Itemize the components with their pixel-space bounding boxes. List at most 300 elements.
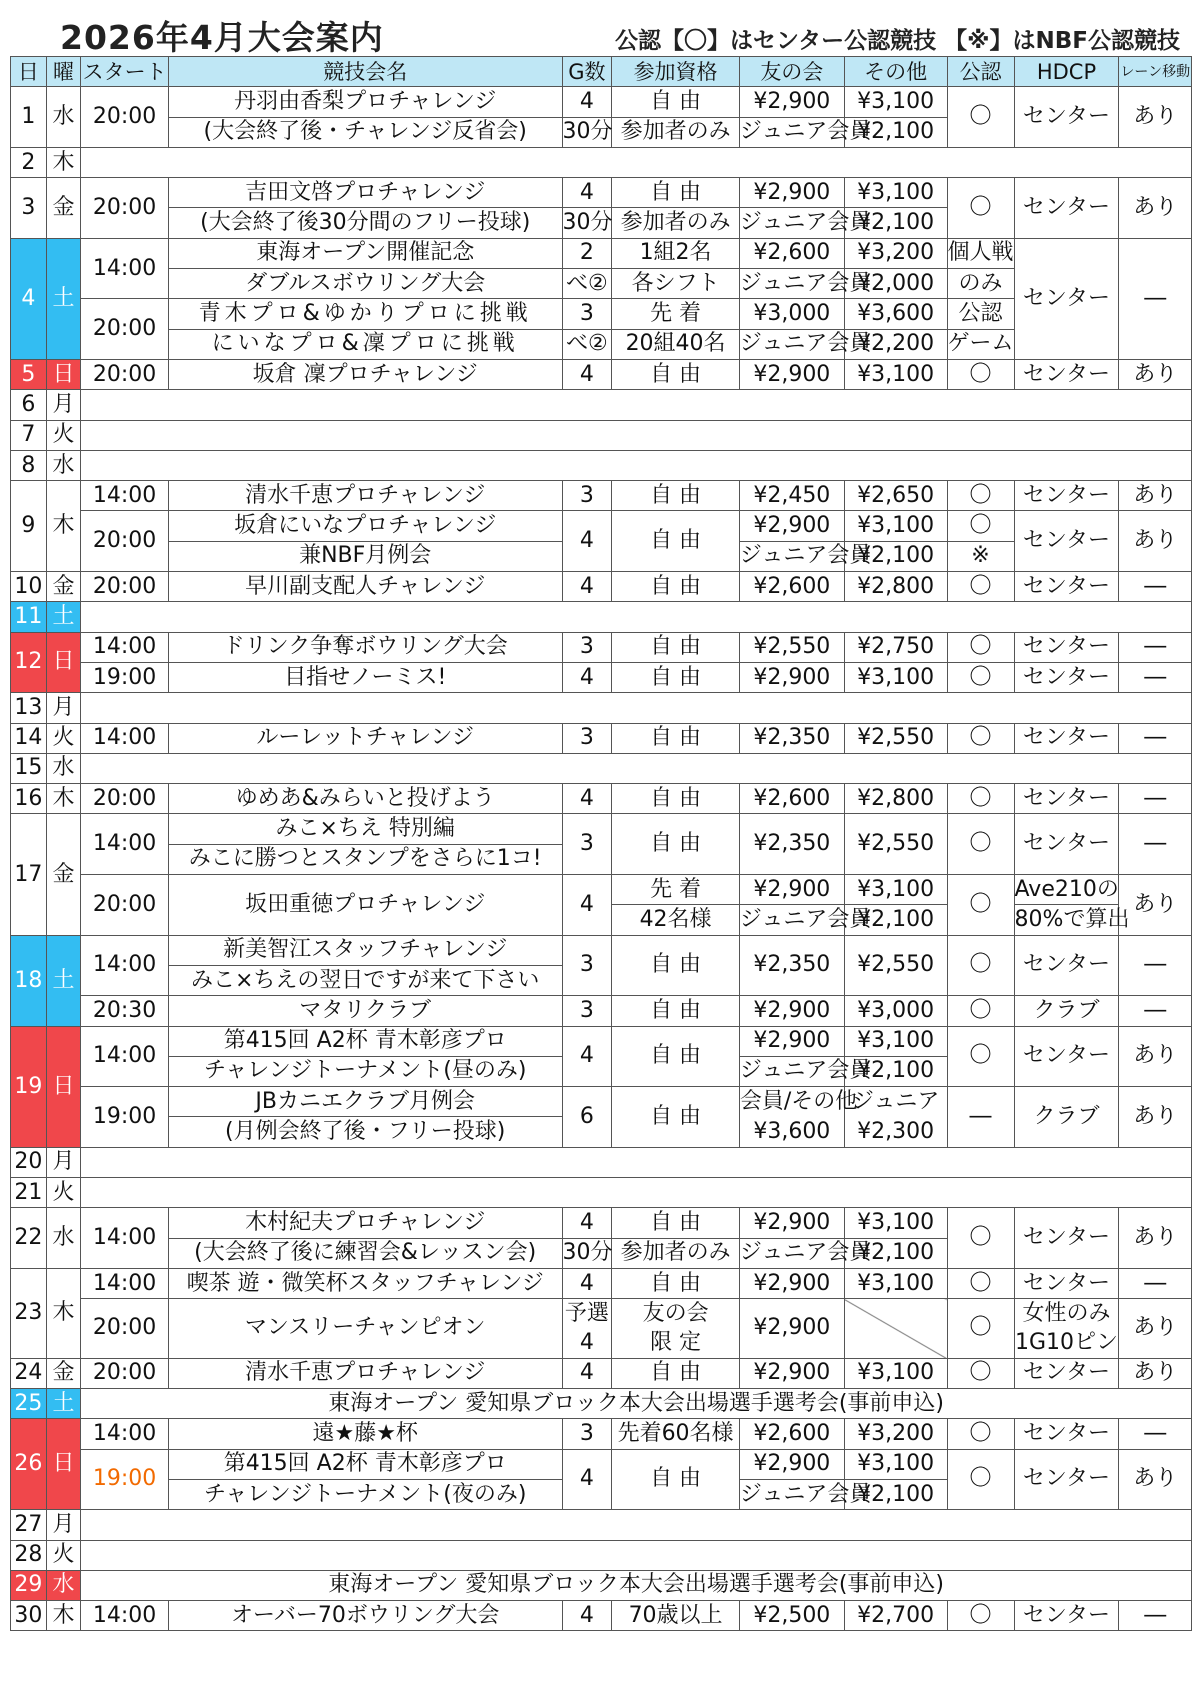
friend-price: ¥2,600 xyxy=(739,1419,844,1449)
junior-price: ¥2,100 xyxy=(844,905,947,935)
hdcp-cell: センター xyxy=(1014,87,1119,148)
official-cell: 〇 xyxy=(947,1299,1014,1359)
games-cell: 4 xyxy=(562,87,612,117)
table-row xyxy=(11,723,1192,753)
event-name: 木村紀夫プロチャレンジ xyxy=(168,1208,562,1238)
day-cell: 30 xyxy=(11,1601,47,1631)
dow-cell: 木 xyxy=(46,481,81,572)
event-name: 清水千恵プロチャレンジ xyxy=(168,1358,562,1388)
dow-cell: 月 xyxy=(46,693,81,723)
dow-cell: 金 xyxy=(46,178,81,239)
hdcp-cell: センター xyxy=(1014,572,1119,602)
empty-cell xyxy=(81,1177,1192,1207)
games-cell: 4 xyxy=(562,1449,612,1510)
col-hdcp: HDCP xyxy=(1014,57,1119,87)
junior-price: ¥2,100 xyxy=(844,1056,947,1086)
other-price: ¥3,100 xyxy=(844,875,947,905)
junior-price: ¥2,000 xyxy=(844,269,947,299)
col-eligibility: 参加資格 xyxy=(612,57,740,87)
games-extra: 30分 xyxy=(562,208,612,238)
start-cell: 14:00 xyxy=(81,1601,169,1631)
junior-price: ¥2,100 xyxy=(844,117,947,147)
eligibility-cell: 自 由 xyxy=(612,996,740,1026)
lane-cell: あり xyxy=(1119,359,1192,389)
dow-cell: 火 xyxy=(46,1540,81,1570)
games-cell: 4 xyxy=(562,784,612,814)
eligibility-cell: 自 由 xyxy=(612,1026,740,1087)
table-row xyxy=(11,1147,1192,1177)
diagonal-empty-cell xyxy=(844,1299,947,1359)
event-name: マタリクラブ xyxy=(168,996,562,1026)
other-price: ¥3,600 xyxy=(844,299,947,329)
day-cell: 12 xyxy=(11,632,47,693)
table-row xyxy=(11,1570,1192,1600)
dow-cell: 水 xyxy=(46,87,81,148)
empty-cell xyxy=(81,390,1192,420)
day-cell: 7 xyxy=(11,420,47,450)
lane-cell: ― xyxy=(1119,238,1192,359)
start-cell: 14:00 xyxy=(81,1419,169,1449)
day-cell: 24 xyxy=(11,1358,47,1388)
friend-price: ¥2,900 xyxy=(739,511,844,541)
friend-price: ¥2,500 xyxy=(739,1601,844,1631)
event-name-sub: みこに勝つとスタンプをさらに1コ! xyxy=(168,844,562,874)
day-cell: 17 xyxy=(11,814,47,935)
hdcp-cell: センター xyxy=(1014,1449,1119,1510)
empty-cell xyxy=(81,753,1192,783)
lane-cell: ― xyxy=(1119,1268,1192,1298)
day-cell: 26 xyxy=(11,1419,47,1510)
other-price: ¥3,100 xyxy=(844,662,947,692)
schedule-table xyxy=(10,56,1192,1631)
day-cell: 15 xyxy=(11,753,47,783)
day-cell: 28 xyxy=(11,1540,47,1570)
hdcp-cell: センター xyxy=(1014,723,1119,753)
hdcp-cell: センター xyxy=(1014,784,1119,814)
hdcp-cell: センター xyxy=(1014,935,1119,996)
other-price: ¥3,100 xyxy=(844,178,947,208)
friend-price: ¥2,900 xyxy=(739,996,844,1026)
games-cell: 3 xyxy=(562,632,612,662)
event-name: 早川副支配人チャレンジ xyxy=(168,572,562,602)
start-cell: 19:00 xyxy=(81,1087,169,1148)
event-name-sub: (月例会終了後・フリー投球) xyxy=(168,1117,562,1147)
dow-cell: 日 xyxy=(46,359,81,389)
eligibility-cell: 自 由 xyxy=(612,511,740,572)
friend-price: ¥2,450 xyxy=(739,481,844,511)
lane-cell: ― xyxy=(1119,814,1192,875)
event-name: 吉田文啓プロチャレンジ xyxy=(168,178,562,208)
table-row xyxy=(11,1540,1192,1570)
event-name: ドリンク争奪ボウリング大会 xyxy=(168,632,562,662)
dow-cell: 日 xyxy=(46,1026,81,1147)
friend-price: ¥2,900 xyxy=(739,1208,844,1238)
other-price: ¥3,100 xyxy=(844,1358,947,1388)
games-cell: 4 xyxy=(562,1358,612,1388)
friend-price: ¥2,600 xyxy=(739,572,844,602)
event-name: 東海オープン開催記念 xyxy=(168,238,562,268)
event-name: 坂倉 凜プロチャレンジ xyxy=(168,359,562,389)
dow-cell: 木 xyxy=(46,784,81,814)
official-note: 公認 xyxy=(947,299,1014,329)
games-cell: べ② xyxy=(562,329,612,359)
games-note: 予選 xyxy=(562,1299,612,1329)
hdcp-note: 80%で算出 xyxy=(1014,905,1119,935)
junior-price: ¥2,100 xyxy=(844,541,947,571)
hdcp-cell: 女性のみ xyxy=(1014,1299,1119,1329)
event-name-sub: ダブルスボウリング大会 xyxy=(168,269,562,299)
day-cell: 21 xyxy=(11,1177,47,1207)
day-cell: 2 xyxy=(11,147,47,177)
eligibility-cell: 1組2名 xyxy=(612,238,740,268)
event-name: JBカニエクラブ月例会 xyxy=(168,1087,562,1117)
eligibility-cell: 自 由 xyxy=(612,1449,740,1510)
day-cell: 25 xyxy=(11,1389,47,1419)
other-price: ¥3,100 xyxy=(844,87,947,117)
games-cell: 3 xyxy=(562,814,612,875)
hdcp-cell: センター xyxy=(1014,178,1119,239)
hdcp-cell: クラブ xyxy=(1014,1087,1119,1148)
empty-cell xyxy=(81,1510,1192,1540)
friend-price: ¥2,600 xyxy=(739,238,844,268)
other-price: ¥3,200 xyxy=(844,1419,947,1449)
col-dow: 曜 xyxy=(46,57,81,87)
dow-cell: 土 xyxy=(46,935,81,1026)
friend-price: ¥2,900 xyxy=(739,1299,844,1359)
other-price: ¥3,100 xyxy=(844,1208,947,1238)
junior-label: ジュニア会員 xyxy=(739,1238,844,1268)
games-cell: 4 xyxy=(562,359,612,389)
dow-cell: 金 xyxy=(46,572,81,602)
games-cell: 2 xyxy=(562,238,612,268)
eligibility-cell: 友の会 xyxy=(612,1299,740,1329)
games-extra: 30分 xyxy=(562,117,612,147)
start-cell: 14:00 xyxy=(81,814,169,875)
event-name: ルーレットチャレンジ xyxy=(168,723,562,753)
start-cell: 14:00 xyxy=(81,935,169,996)
event-name: 第415回 A2杯 青木彰彦プロ xyxy=(168,1449,562,1479)
hdcp-cell: センター xyxy=(1014,1026,1119,1087)
start-cell: 20:00 xyxy=(81,299,169,360)
dow-cell: 土 xyxy=(46,602,81,632)
other-price: ¥3,100 xyxy=(844,511,947,541)
junior-label: ジュニア会員 xyxy=(739,905,844,935)
dow-cell: 火 xyxy=(46,420,81,450)
games-cell: 3 xyxy=(562,935,612,996)
table-row xyxy=(11,420,1192,450)
table-row xyxy=(11,784,1192,814)
games-cell: 4 xyxy=(562,1268,612,1298)
games-cell: 4 xyxy=(562,572,612,602)
event-name-sub: チャレンジトーナメント(昼のみ) xyxy=(168,1056,562,1086)
dow-cell: 火 xyxy=(46,1177,81,1207)
dow-cell: 月 xyxy=(46,390,81,420)
table-row xyxy=(11,1358,1192,1388)
event-name: 丹羽由香梨プロチャレンジ xyxy=(168,87,562,117)
day-cell: 11 xyxy=(11,602,47,632)
lane-cell: あり xyxy=(1119,1087,1192,1148)
other-price: ¥3,100 xyxy=(844,359,947,389)
friend-price: ¥2,900 xyxy=(739,359,844,389)
header-row xyxy=(11,57,1192,87)
start-cell: 14:00 xyxy=(81,238,169,299)
junior-price: ¥2,100 xyxy=(844,1479,947,1509)
other-price: ¥2,550 xyxy=(844,814,947,875)
junior-price: ¥2,100 xyxy=(844,208,947,238)
day-cell: 22 xyxy=(11,1208,47,1269)
start-cell: 20:00 xyxy=(81,784,169,814)
lane-cell: あり xyxy=(1119,87,1192,148)
day-cell: 8 xyxy=(11,450,47,480)
table-row xyxy=(11,178,1192,208)
games-cell: 6 xyxy=(562,1087,612,1148)
other-price: ¥2,750 xyxy=(844,632,947,662)
official-cell: 〇 xyxy=(947,662,1014,692)
table-row xyxy=(11,511,1192,541)
eligibility-cell: 自 由 xyxy=(612,1087,740,1148)
table-row xyxy=(11,632,1192,662)
start-cell: 20:00 xyxy=(81,511,169,572)
event-name: 遠★藤★杯 xyxy=(168,1419,562,1449)
table-row xyxy=(11,1026,1192,1056)
day-cell: 18 xyxy=(11,935,47,1026)
official-cell: 〇 xyxy=(947,875,1014,936)
start-cell: 20:00 xyxy=(81,359,169,389)
event-name: 第415回 A2杯 青木彰彦プロ xyxy=(168,1026,562,1056)
official-cell: 〇 xyxy=(947,814,1014,875)
eligibility-cell: 自 由 xyxy=(612,87,740,117)
day-cell: 1 xyxy=(11,87,47,148)
games-cell: 4 xyxy=(562,178,612,208)
event-name: オーバー70ボウリング大会 xyxy=(168,1601,562,1631)
notice-cell: 東海オープン 愛知県ブロック本大会出場選手選考会(事前申込) xyxy=(81,1389,1192,1419)
table-row xyxy=(11,450,1192,480)
hdcp-cell: Ave210の xyxy=(1014,875,1119,905)
hdcp-cell: センター xyxy=(1014,1419,1119,1449)
eligibility-cell: 70歳以上 xyxy=(612,1601,740,1631)
other-price: ¥2,700 xyxy=(844,1601,947,1631)
event-name-sub: みこ×ちえの翌日ですが来て下さい xyxy=(168,965,562,995)
start-cell: 14:00 xyxy=(81,1268,169,1298)
junior-label: ジュニア会員 xyxy=(739,208,844,238)
official-cell: 〇 xyxy=(947,996,1014,1026)
eligibility-cell: 自 由 xyxy=(612,359,740,389)
event-name-sub: (大会終了後30分間のフリー投球) xyxy=(168,208,562,238)
eligibility-extra: 参加者のみ xyxy=(612,1238,740,1268)
lane-cell: あり xyxy=(1119,178,1192,239)
table-row xyxy=(11,1449,1192,1479)
friend-price: ¥2,600 xyxy=(739,784,844,814)
dow-cell: 木 xyxy=(46,1601,81,1631)
lane-cell: ― xyxy=(1119,1419,1192,1449)
table-row xyxy=(11,753,1192,783)
event-name: 喫茶 遊・微笑杯スタッフチャレンジ xyxy=(168,1268,562,1298)
table-row xyxy=(11,238,1192,268)
table-row xyxy=(11,1510,1192,1540)
junior-label: ジュニア xyxy=(844,1087,947,1117)
lane-cell: あり xyxy=(1119,481,1192,511)
day-cell: 10 xyxy=(11,572,47,602)
games-cell: 4 xyxy=(562,1601,612,1631)
dow-cell: 月 xyxy=(46,1147,81,1177)
official-cell: 〇 xyxy=(947,1208,1014,1269)
hdcp-cell: センター xyxy=(1014,1208,1119,1269)
eligibility-cell: 自 由 xyxy=(612,1208,740,1238)
table-row xyxy=(11,875,1192,905)
other-price: ¥3,100 xyxy=(844,1268,947,1298)
day-cell: 20 xyxy=(11,1147,47,1177)
official-cell: 〇 xyxy=(947,1268,1014,1298)
dow-cell: 金 xyxy=(46,814,81,935)
empty-cell xyxy=(81,693,1192,723)
other-price: ¥2,550 xyxy=(844,723,947,753)
hdcp-cell: センター xyxy=(1014,481,1119,511)
eligibility-cell: 自 由 xyxy=(612,178,740,208)
official-cell: 〇 xyxy=(947,723,1014,753)
eligibility-cell: 自 由 xyxy=(612,935,740,996)
empty-cell xyxy=(81,420,1192,450)
eligibility-cell: 自 由 xyxy=(612,814,740,875)
start-cell: 14:00 xyxy=(81,723,169,753)
start-cell: 20:00 xyxy=(81,875,169,936)
other-price: ¥3,100 xyxy=(844,1026,947,1056)
col-games: G数 xyxy=(562,57,612,87)
table-row xyxy=(11,1087,1192,1117)
friend-price: ¥2,350 xyxy=(739,814,844,875)
lane-cell: あり xyxy=(1119,1358,1192,1388)
empty-cell xyxy=(81,450,1192,480)
table-row xyxy=(11,147,1192,177)
event-name: ゆめあ&みらいと投げよう xyxy=(168,784,562,814)
empty-cell xyxy=(81,147,1192,177)
other-price: ¥2,800 xyxy=(844,572,947,602)
event-name: 青木プロ&ゆかりプロに挑戦 xyxy=(168,299,562,329)
games-cell: 3 xyxy=(562,996,612,1026)
lane-cell: ― xyxy=(1119,996,1192,1026)
lane-cell: ― xyxy=(1119,1601,1192,1631)
eligibility-cell: 自 由 xyxy=(612,572,740,602)
official-cell: 〇 xyxy=(947,511,1014,541)
official-cell: 〇 xyxy=(947,178,1014,239)
table-row xyxy=(11,1389,1192,1419)
dow-cell: 土 xyxy=(46,238,81,359)
lane-cell: ― xyxy=(1119,935,1192,996)
start-cell: 14:00 xyxy=(81,1208,169,1269)
legend-text: 公認【〇】はセンター公認競技 【※】はNBF公認競技 xyxy=(615,28,1180,54)
games-cell: 3 xyxy=(562,723,612,753)
other-price: ¥3,000 xyxy=(844,996,947,1026)
start-cell: 20:00 xyxy=(81,178,169,239)
lane-cell: ― xyxy=(1119,662,1192,692)
other-price: ¥2,800 xyxy=(844,784,947,814)
junior-label: ジュニア会員 xyxy=(739,117,844,147)
friend-price: ¥3,600 xyxy=(739,1117,844,1147)
games-cell: 4 xyxy=(562,662,612,692)
dow-cell: 水 xyxy=(46,1208,81,1269)
start-cell: 14:00 xyxy=(81,481,169,511)
official-cell: 〇 xyxy=(947,1026,1014,1087)
eligibility-cell: 自 由 xyxy=(612,662,740,692)
eligibility-extra: 42名様 xyxy=(612,905,740,935)
friend-price: ¥2,900 xyxy=(739,875,844,905)
day-cell: 4 xyxy=(11,238,47,359)
table-row xyxy=(11,1208,1192,1238)
friend-price: ¥2,900 xyxy=(739,178,844,208)
eligibility-cell: 自 由 xyxy=(612,632,740,662)
hdcp-cell: センター xyxy=(1014,238,1119,359)
day-cell: 13 xyxy=(11,693,47,723)
dow-cell: 火 xyxy=(46,723,81,753)
col-day: 日 xyxy=(11,57,47,87)
table-row xyxy=(11,1601,1192,1631)
page-title: 2026年4月大会案内 xyxy=(60,18,384,57)
eligibility-cell: 自 由 xyxy=(612,723,740,753)
eligibility-extra: 参加者のみ xyxy=(612,208,740,238)
table-row xyxy=(11,996,1192,1026)
event-name-sub: (大会終了後・チャレンジ反省会) xyxy=(168,117,562,147)
col-other: その他 xyxy=(844,57,947,87)
col-lane: レーン移動 xyxy=(1119,57,1192,87)
table-row xyxy=(11,662,1192,692)
official-cell: 〇 xyxy=(947,1419,1014,1449)
friend-price: ¥2,900 xyxy=(739,87,844,117)
lane-cell: ― xyxy=(1119,632,1192,662)
table-row xyxy=(11,1299,1192,1329)
official-cell: 〇 xyxy=(947,572,1014,602)
official-cell: 〇 xyxy=(947,935,1014,996)
eligibility-extra: 限 定 xyxy=(612,1328,740,1358)
hdcp-cell: センター xyxy=(1014,511,1119,572)
official-note: のみ xyxy=(947,269,1014,299)
hdcp-cell: センター xyxy=(1014,814,1119,875)
table-row xyxy=(11,1177,1192,1207)
eligibility-cell: 20組40名 xyxy=(612,329,740,359)
event-name: 新美智江スタッフチャレンジ xyxy=(168,935,562,965)
official-cell: 〇 xyxy=(947,1449,1014,1510)
dow-cell: 水 xyxy=(46,1570,81,1600)
official-cell: 〇 xyxy=(947,784,1014,814)
day-cell: 9 xyxy=(11,481,47,572)
junior-label: ジュニア会員 xyxy=(739,329,844,359)
start-cell: 20:00 xyxy=(81,87,169,148)
friend-price: ¥2,900 xyxy=(739,1026,844,1056)
games-cell: 4 xyxy=(562,511,612,572)
start-cell: 20:00 xyxy=(81,1358,169,1388)
dow-cell: 水 xyxy=(46,753,81,783)
event-name: マンスリーチャンピオン xyxy=(168,1299,562,1359)
official-cell: 〇 xyxy=(947,1358,1014,1388)
dow-cell: 木 xyxy=(46,147,81,177)
lane-cell: あり xyxy=(1119,1299,1192,1359)
start-cell: 19:00 xyxy=(81,662,169,692)
start-cell: 19:00 xyxy=(81,1449,169,1510)
hdcp-cell: センター xyxy=(1014,1358,1119,1388)
day-cell: 3 xyxy=(11,178,47,239)
eligibility-cell: 先 着 xyxy=(612,875,740,905)
friend-price: ¥3,000 xyxy=(739,299,844,329)
games-cell: 3 xyxy=(562,299,612,329)
eligibility-cell: 自 由 xyxy=(612,481,740,511)
event-name: 目指せノーミス! xyxy=(168,662,562,692)
dow-cell: 金 xyxy=(46,1358,81,1388)
games-cell: 4 xyxy=(562,1026,612,1087)
lane-cell: あり xyxy=(1119,511,1192,572)
games-extra: 30分 xyxy=(562,1238,612,1268)
friend-price: ¥2,900 xyxy=(739,1358,844,1388)
hdcp-cell: クラブ xyxy=(1014,996,1119,1026)
dow-cell: 水 xyxy=(46,450,81,480)
day-cell: 29 xyxy=(11,1570,47,1600)
